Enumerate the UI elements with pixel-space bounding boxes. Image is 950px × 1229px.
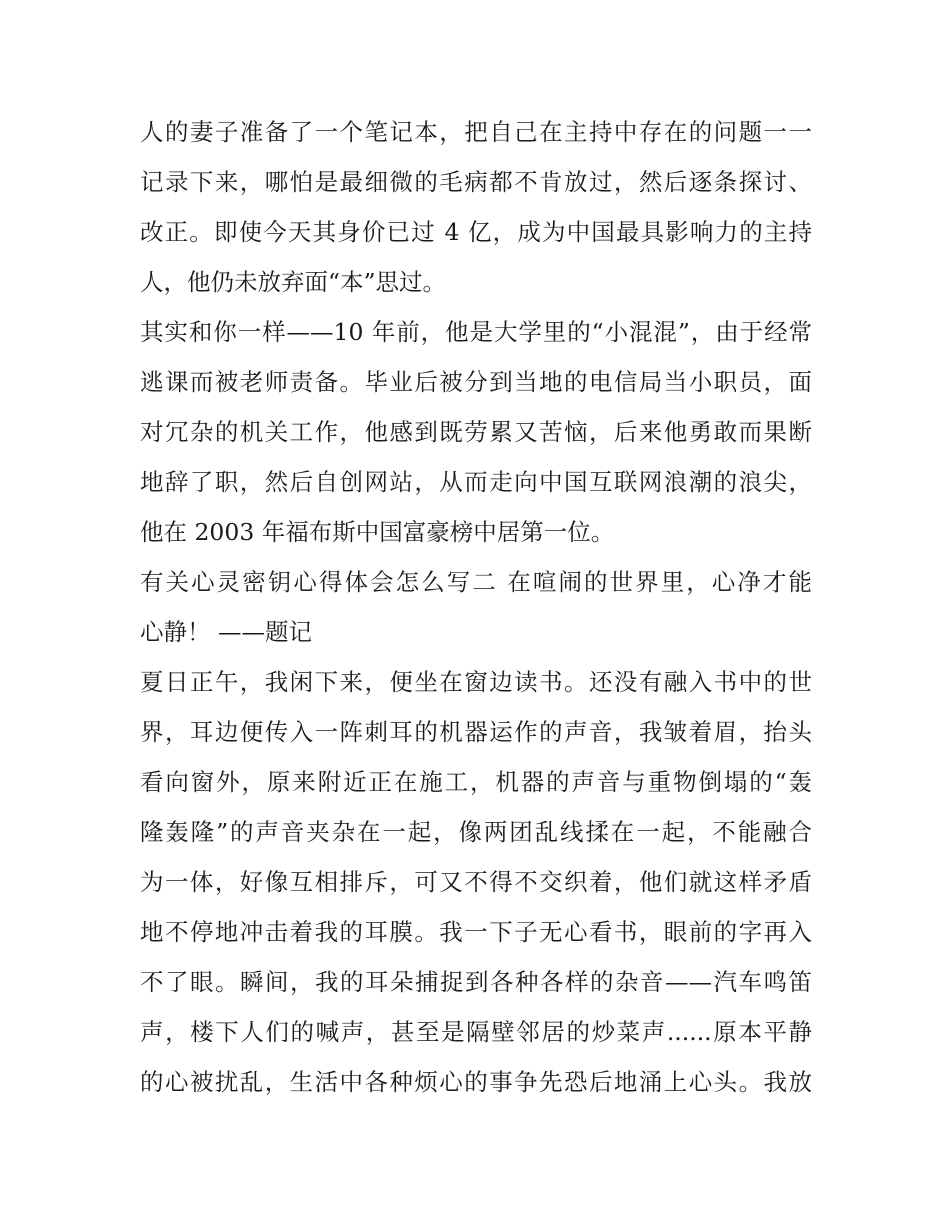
text-line: 有关心灵密钥心得体会怎么写二 在喧闹的世界里，心净才能 [140,568,812,596]
text-line: 声，楼下人们的喊声，甚至是隔壁邻居的炒菜声......原本平静 [140,1018,812,1046]
text-line: 夏日正午，我闲下来，便坐在窗边读书。还没有融入书中的世 [140,668,812,696]
text-line: 隆轰隆”的声音夹杂在一起，像两团乱线揉在一起，不能融合 [140,818,812,846]
text-line: 不了眼。瞬间，我的耳朵捕捉到各种各样的杂音——汽车鸣笛 [140,968,812,996]
text-line: 人的妻子准备了一个笔记本，把自己在主持中存在的问题一一 [140,118,812,146]
paragraph-section-heading [140,557,812,657]
text-line: 记录下来，哪怕是最细微的毛病都不肯放过，然后逐条探讨、 [140,168,812,196]
paragraph-internet-founder [140,307,812,557]
paragraph-summer-noon [140,657,812,1107]
paragraph-host-notebook [140,107,812,307]
text-line: 地辞了职，然后自创网站，从而走向中国互联网浪潮的浪尖， [140,468,812,496]
text-line: 地不停地冲击着我的耳膜。我一下子无心看书，眼前的字再入 [140,918,812,946]
text-line: 其实和你一样——10 年前，他是大学里的“小混混”，由于经常 [140,318,812,346]
text-line: 他在 2003 年福布斯中国富豪榜中居第一位。 [140,518,615,546]
text-line: 改正。即使今天其身价已过 4 亿，成为中国最具影响力的主持 [140,218,812,246]
text-line: 心静！ ——题记 [140,618,312,646]
text-line: 的心被扰乱，生活中各种烦心的事争先恐后地涌上心头。我放 [140,1068,812,1096]
text-line: 人，他仍未放弃面“本”思过。 [140,268,447,296]
text-line: 看向窗外，原来附近正在施工，机器的声音与重物倒塌的“轰 [140,768,812,796]
text-line: 对冗杂的机关工作，他感到既劳累又苦恼，后来他勇敢而果断 [140,418,812,446]
text-line: 为一体，好像互相排斥，可又不得不交织着，他们就这样矛盾 [140,868,812,896]
text-line: 界，耳边便传入一阵刺耳的机器运作的声音，我皱着眉，抬头 [140,718,812,746]
text-line: 逃课而被老师责备。毕业后被分到当地的电信局当小职员，面 [140,368,812,396]
document-body [140,107,812,1107]
